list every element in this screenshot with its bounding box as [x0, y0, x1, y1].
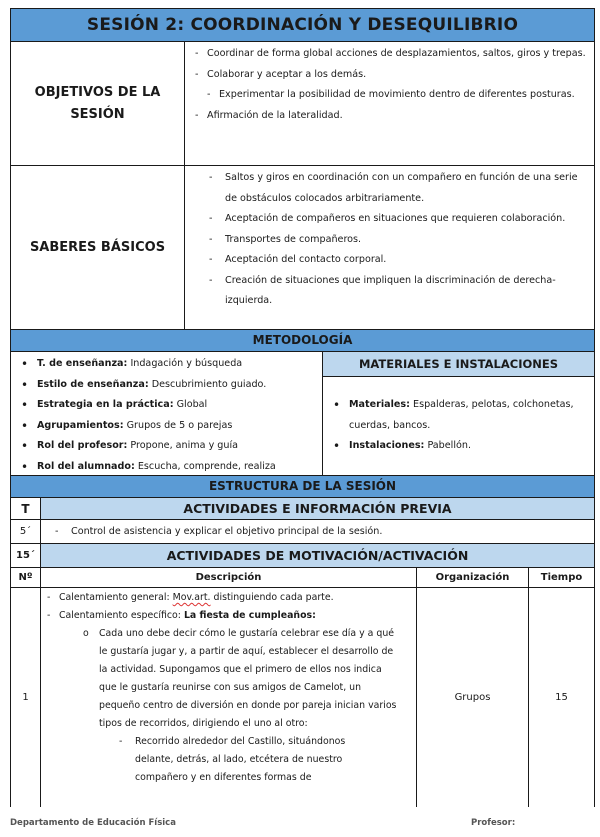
session-title: SESIÓN 2: COORDINACIÓN Y DESEQUILIBRIO	[10, 8, 595, 42]
instalaciones-item: • Instalaciones: Pabellón.	[323, 436, 586, 457]
motivacion-header-row	[10, 544, 595, 568]
table-header-row	[10, 568, 595, 588]
estructura-header: ESTRUCTURA DE LA SESIÓN	[10, 476, 595, 498]
table-row	[10, 588, 595, 807]
materiales-item: • Materiales: Espalderas, pelotas, colchonetas, cuerdas, bancos.	[323, 395, 586, 436]
col-n: Nº	[11, 568, 41, 587]
metodologia-item: • Rol del alumnado: Escucha, comprende, realiza	[11, 457, 322, 478]
desc-paragraph: o Cada uno debe decir cómo le gustaría celebrar ese día y a qué le gustaría jugar y, a partir de aquí, establecer el desarrollo de la actividad. Supongamos que el primero de ellos nos indica que le gustaría reunirse con sus amigos de Camelot, un pequeño centro de diversión en donde por pareja inician varios tipos de recorridos, dirigiendo el uno al otro:	[41, 625, 412, 733]
metodologia-item: • T. de enseñanza: Indagación y búsqueda	[11, 354, 322, 375]
materiales-header: MATERIALES E INSTALACIONES	[323, 352, 594, 377]
metodologia-item: • Agrupamientos: Grupos de 5 o parejas	[11, 416, 322, 437]
t-label: T	[11, 498, 41, 519]
circle-bullet: o	[83, 628, 89, 639]
materiales-list	[323, 377, 594, 475]
metodologia-header: METODOLOGÍA	[10, 330, 595, 352]
session-sheet	[10, 8, 595, 807]
metodologia-item: • Estilo de enseñanza: Descubrimiento guiado.	[11, 375, 322, 396]
objetivos-row	[10, 42, 595, 166]
motiv-time: 15´	[11, 544, 41, 567]
info-previa-row	[10, 520, 595, 544]
objetivos-label: OBJETIVOS DE LA SESIÓN	[11, 42, 185, 165]
desc-line-general: - Calentamiento general: Mov.art. distinguiendo cada parte.	[41, 589, 412, 607]
saber-item: - Transportes de compañeros.	[189, 230, 588, 251]
info-previa-header-row	[10, 498, 595, 520]
motivacion-header: ACTIVIDADES DE MOTIVACIÓN/ACTIVACIÓN	[41, 544, 594, 567]
saber-item: - Creación de situaciones que impliquen la discriminación de derecha-izquierda.	[189, 271, 588, 312]
col-desc: Descripción	[41, 568, 417, 587]
objetivo-item: - Coordinar de forma global acciones de desplazamientos, saltos, giros y trepas.	[189, 44, 588, 65]
metodologia-item: • Estrategia en la práctica: Global	[11, 395, 322, 416]
materiales-panel	[323, 352, 594, 475]
col-time: Tiempo	[540, 572, 583, 583]
metodologia-row	[10, 352, 595, 476]
saberes-label: SABERES BÁSICOS	[11, 166, 185, 329]
objetivo-item: - Colaborar y aceptar a los demás.	[189, 65, 588, 86]
info-time: 5´	[11, 520, 41, 543]
metodologia-list	[11, 352, 323, 475]
objetivo-item: - Experimentar la posibilidad de movimiento dentro de diferentes posturas.	[189, 85, 588, 106]
saberes-row	[10, 166, 595, 330]
footer-department: Departamento de Educación Física	[10, 818, 176, 828]
dash: -	[119, 736, 123, 747]
saber-item: - Aceptación de compañeros en situaciones que requieren colaboración.	[189, 209, 588, 230]
saber-item: - Aceptación del contacto corporal.	[189, 250, 588, 271]
objetivos-list	[185, 42, 594, 165]
row-description	[41, 588, 417, 807]
desc-line-especifico: - Calentamiento específico: La fiesta de cumpleaños:	[41, 607, 412, 625]
info-text: Control de asistencia y explicar el objetivo principal de la sesión.	[71, 526, 383, 537]
desc-sub: - Recorrido alrededor del Castillo, situándonos delante, detrás, al lado, etcétera de nuestro compañero y en diferentes formas de	[41, 733, 412, 787]
col-org: Organización	[417, 568, 529, 587]
row-time: 15	[555, 692, 568, 703]
dash: -	[55, 526, 59, 537]
objetivo-item: - Afirmación de la lateralidad.	[189, 106, 588, 127]
footer-profesor: Profesor:	[471, 818, 516, 828]
row-n: 1	[11, 588, 41, 807]
saberes-list	[185, 166, 594, 329]
info-previa-header: ACTIVIDADES E INFORMACIÓN PREVIA	[41, 498, 594, 519]
info-text-cell	[41, 520, 594, 543]
row-org: Grupos	[417, 588, 529, 807]
saber-item: - Saltos y giros en coordinación con un compañero en función de una serie de obstáculos colocados arbitrariamente.	[189, 168, 588, 209]
metodologia-item: • Rol del profesor: Propone, anima y guía	[11, 436, 322, 457]
